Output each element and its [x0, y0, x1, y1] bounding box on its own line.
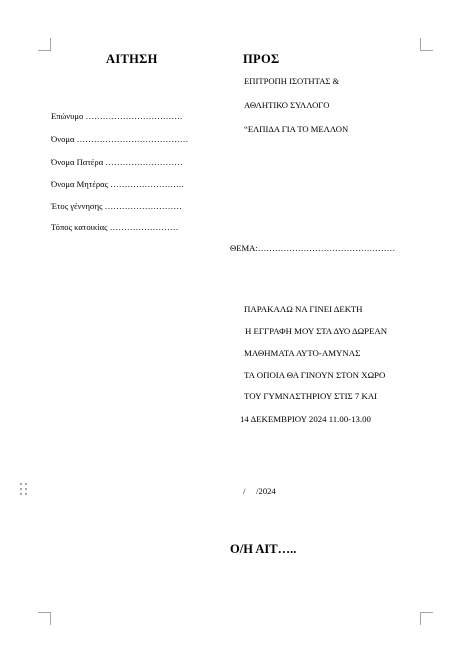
recipient-line[interactable]: ΑΘΛΗΤΙΚΟ ΣΥΛΛΟΓΟ — [244, 100, 330, 110]
page-corner-top-right — [420, 38, 433, 51]
page-corner-bottom-right — [420, 612, 433, 625]
body-line[interactable]: ΤΑ ΟΠΟΙΑ ΘΑ ΓΙΝΟΥΝ ΣΤΟΝ ΧΩΡΟ — [244, 370, 386, 380]
page-corner-top-left — [38, 38, 51, 51]
field-residence[interactable]: Τόπος κατοικίας …………………… — [51, 222, 179, 232]
field-surname[interactable]: Επώνυμο ……………………………. — [51, 111, 183, 121]
page-corner-bottom-left — [38, 612, 51, 625]
body-line[interactable]: 14 ΔΕΚΕΜΒΡΙΟΥ 2024 11.00-13.00 — [240, 414, 371, 424]
application-title[interactable]: ΑΙΤΗΣΗ — [106, 52, 158, 66]
date-line[interactable]: / /2024 — [243, 486, 276, 496]
grip-dots-icon[interactable] — [20, 483, 30, 497]
field-birth-year[interactable]: Έτος γέννησης ……………………… — [51, 201, 182, 211]
field-first-name[interactable]: Όνομα ………………………………… — [51, 134, 189, 144]
body-line[interactable]: ΠΑΡΑΚΑΛΩ ΝΑ ΓΙΝΕΙ ΔΕΚΤΗ — [244, 304, 363, 314]
body-line[interactable]: ΜΑΘΗΜΑΤΑ ΑΥΤΟ-ΑΜΥΝΑΣ — [244, 348, 361, 358]
field-mother-name[interactable]: Όνομα Μητέρας …………………….. — [51, 179, 184, 189]
subject-line[interactable]: ΘΕΜΑ:………………………………………… — [230, 243, 396, 253]
recipient-line[interactable]: ΕΠΙΤΡΟΠΗ ΙΣΟΤΗΤΑΣ & — [244, 76, 340, 86]
recipient-line[interactable]: “ΕΛΠΙΔΑ ΓΙΑ ΤΟ ΜΕΛΛΟΝ — [244, 124, 349, 134]
body-line[interactable]: ΤΟΥ ΓΥΜΝΑΣΤΗΡΙΟΥ ΣΤΙΣ 7 ΚΑΙ — [244, 391, 378, 401]
recipient-title[interactable]: ΠΡΟΣ — [243, 52, 280, 66]
field-father-name[interactable]: Όνομα Πατέρα ……………………… — [51, 157, 183, 167]
signature-line[interactable]: Ο/Η ΑΙΤ….. — [230, 542, 297, 556]
body-line[interactable]: Η ΕΓΓΡΑΦΗ ΜΟΥ ΣΤΑ ΔΥΟ ΔΩΡΕΑΝ — [245, 326, 388, 336]
